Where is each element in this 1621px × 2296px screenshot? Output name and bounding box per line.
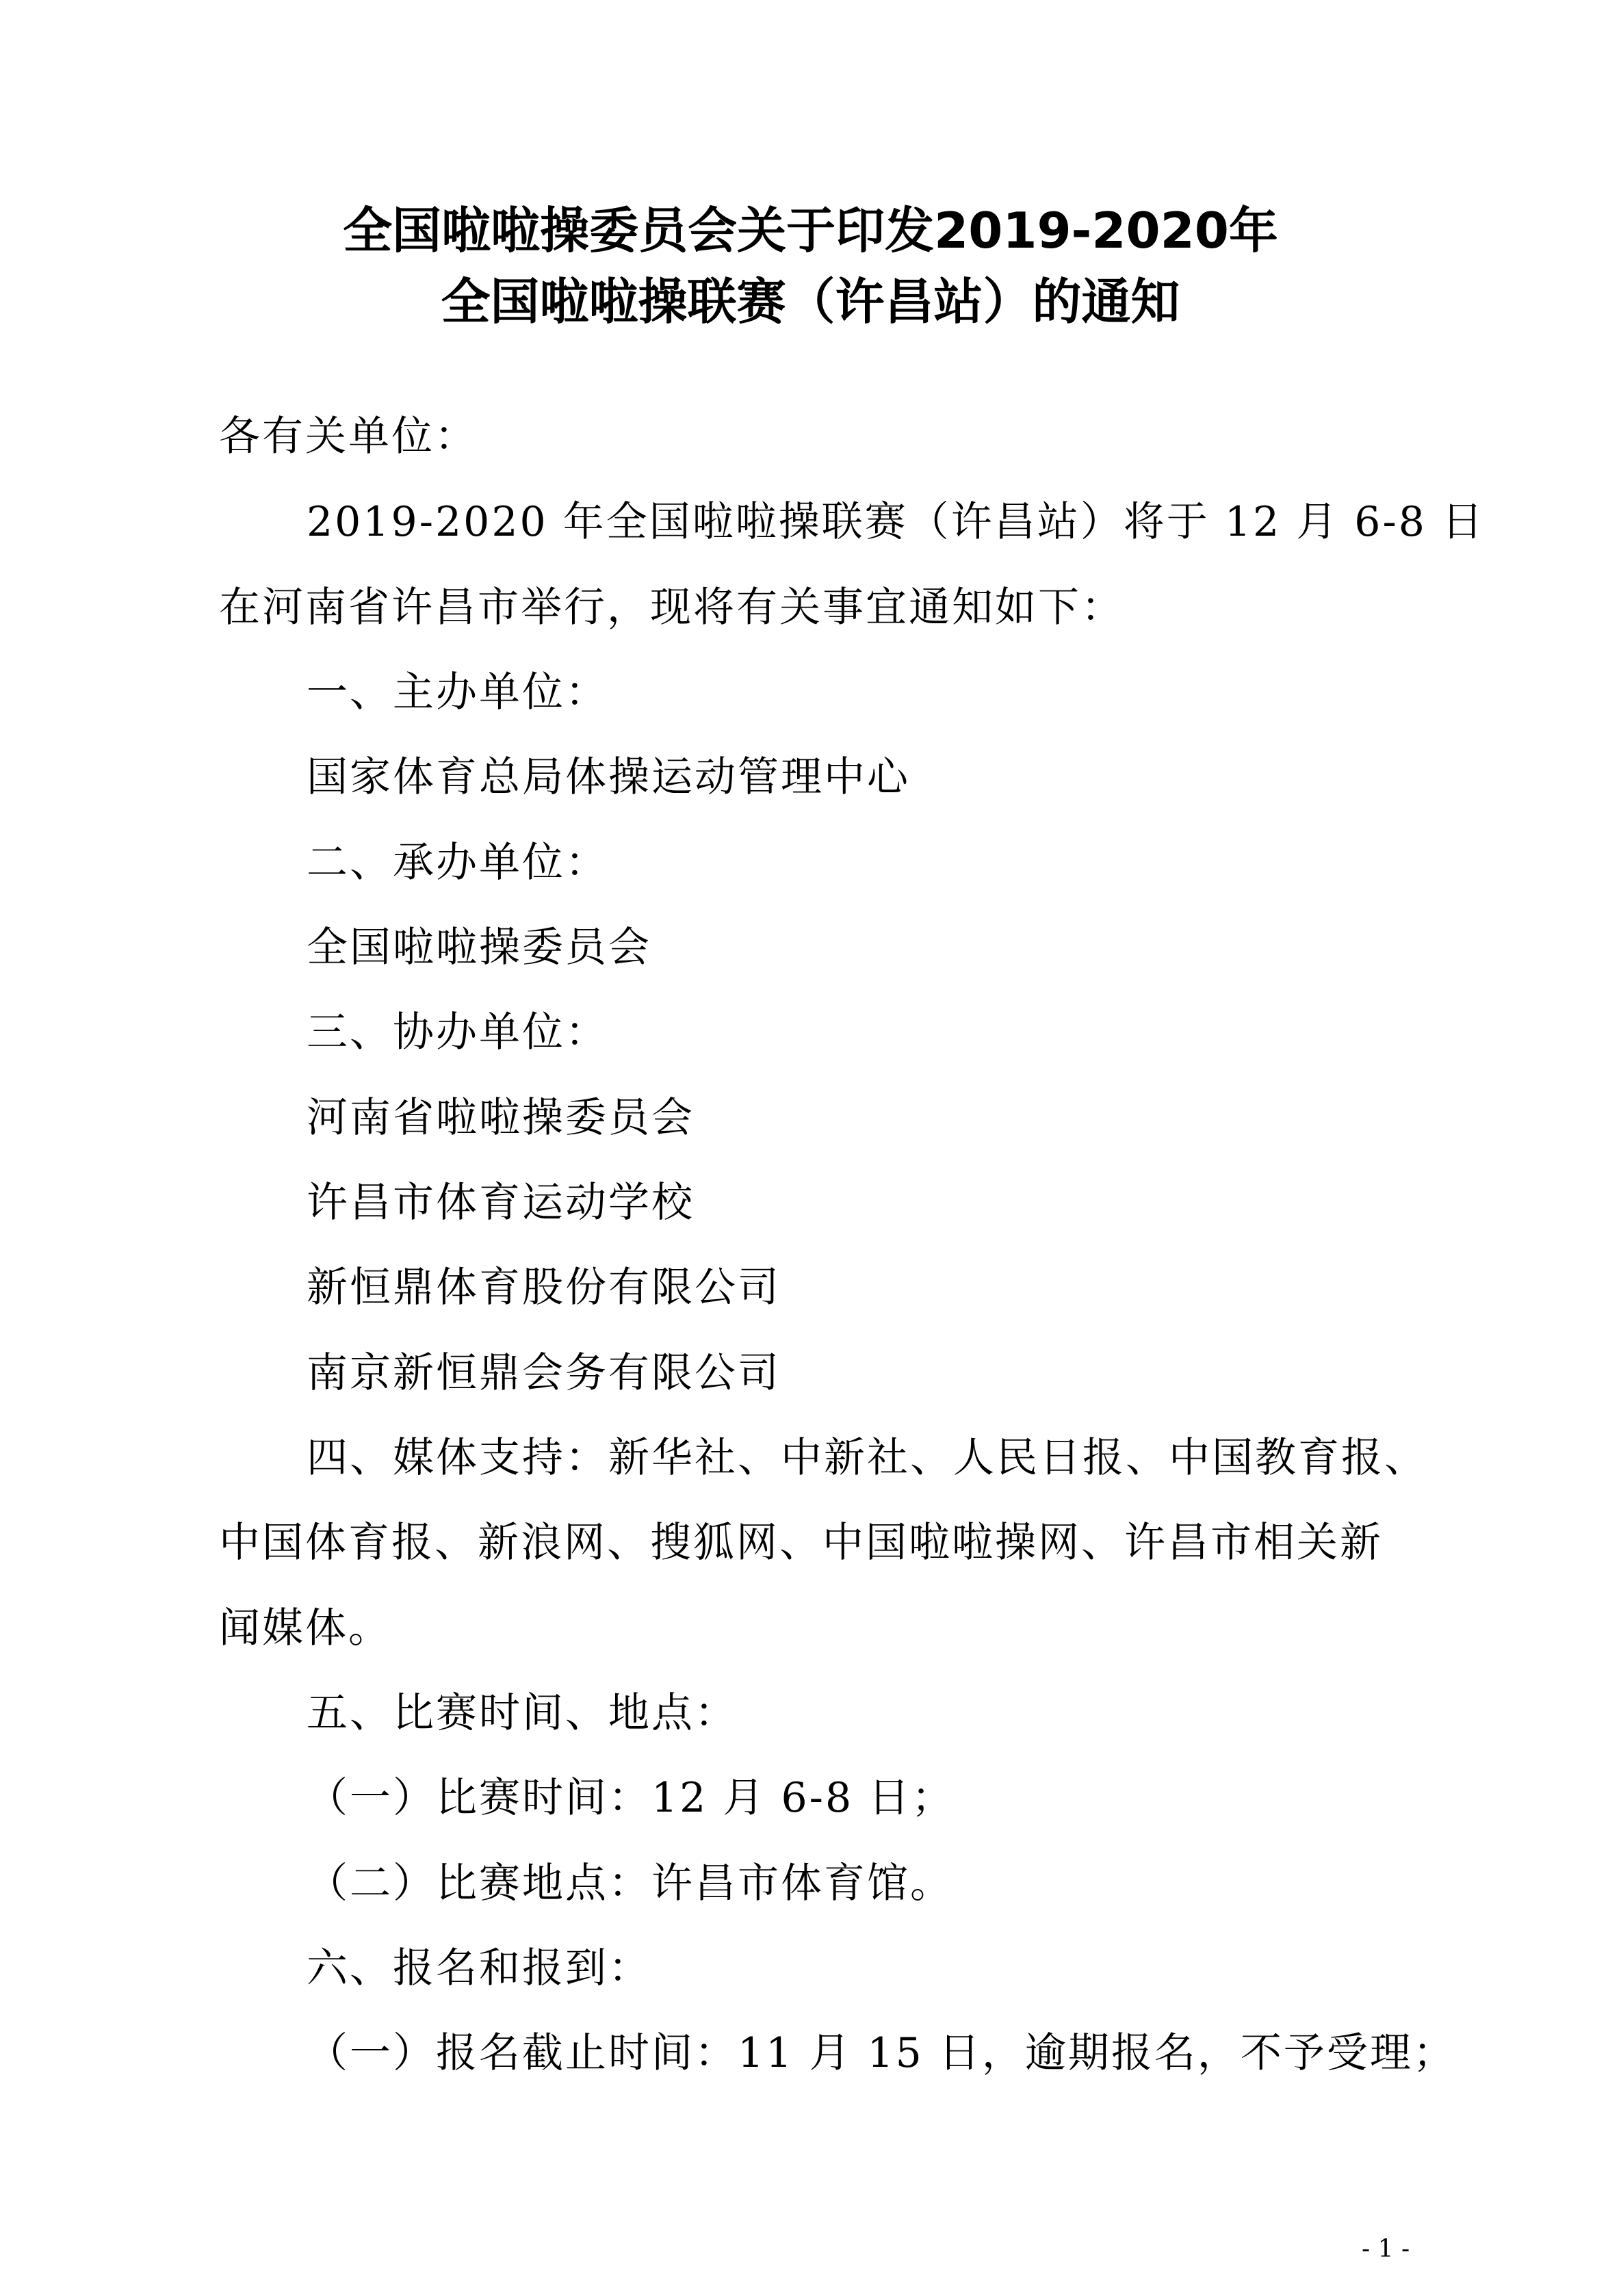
intro-line-2: 在河南省许昌市举行，现将有关事宜通知如下： <box>219 584 1124 631</box>
section1-content: 国家体育总局体操运动管理中心 <box>307 753 910 801</box>
section4-line-2: 中国体育报、新浪网、搜狐网、中国啦啦操网、许昌市相关新 <box>219 1519 1383 1567</box>
section3-item: 新恒鼎体育股份有限公司 <box>307 1264 781 1312</box>
section3-item: 许昌市体育运动学校 <box>307 1179 695 1227</box>
document-title-line1: 全国啦啦操委员会关于印发2019-2020年 <box>343 202 1278 259</box>
section5-heading: 五、比赛时间、地点： <box>307 1689 738 1737</box>
section2-content: 全国啦啦操委员会 <box>307 924 651 971</box>
document-title-line2: 全国啦啦操联赛（许昌站）的通知 <box>441 273 1180 330</box>
section4-line-1: 四、媒体支持：新华社、中新社、人民日报、中国教育报、 <box>307 1434 1427 1482</box>
section6-item-1: （一）报名截止时间：11 月 15 日，逾期报名，不予受理； <box>307 2029 1456 2077</box>
intro-line-1: 2019-2020 年全国啦啦操联赛（许昌站）将于 12 月 6-8 日 <box>307 498 1485 546</box>
section3-item: 南京新恒鼎会务有限公司 <box>307 1349 781 1397</box>
section5-item-1: （一）比赛时间：12 月 6-8 日； <box>307 1774 955 1822</box>
section1-heading: 一、主办单位： <box>307 668 608 716</box>
page-number: - 1 - <box>1362 2235 1410 2263</box>
salutation: 各有关单位： <box>219 413 478 460</box>
section5-item-2: （二）比赛地点：许昌市体育馆。 <box>307 1860 953 1907</box>
section3-item: 河南省啦啦操委员会 <box>307 1094 695 1142</box>
section2-heading: 二、承办单位： <box>307 839 608 887</box>
section6-heading: 六、报名和报到： <box>307 1944 651 1992</box>
section4-line-3: 闻媒体。 <box>219 1604 391 1652</box>
section3-heading: 三、协办单位： <box>307 1008 608 1056</box>
